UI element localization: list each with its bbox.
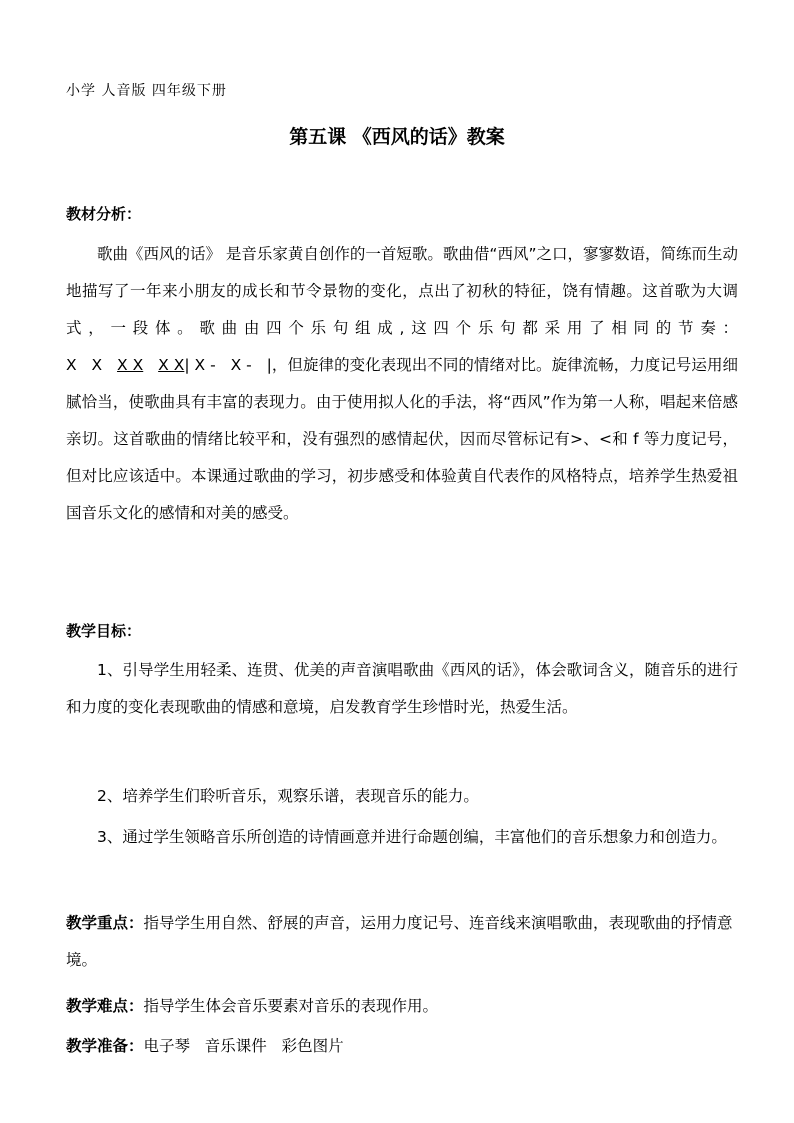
page-title: 第五课 《西风的话》教案 xyxy=(289,126,505,148)
analysis-text-a: 歌曲《西风的话》 是音乐家黄自创作的一首短歌。歌曲借“西风”之口，寥寥数语，简练而生动地描写了一年来小朋友的成长和节令景物的变化，点出了初秋的特征，饶有情趣。这首歌为大调式，一段体。歌曲由四个乐句组成,这四个乐句都采用了相同的节奏： xyxy=(66,245,738,337)
difficulties xyxy=(66,988,746,1025)
goal-item-3: 3、通过学生领略音乐所创造的诗情画意并进行命题创编，丰富他们的音乐想象力和创造力。 xyxy=(97,828,727,846)
preparation-label: 教学准备： xyxy=(66,1037,144,1055)
key-points-label: 教学重点： xyxy=(66,914,144,932)
goal-item-2: 2、培养学生们聆听音乐，观察乐谱，表现音乐的能力。 xyxy=(97,787,479,805)
difficulties-text: 指导学生体会音乐要素对音乐的表现作用。 xyxy=(143,997,439,1015)
preparation-text: 电子琴 音乐课件 彩色图片 xyxy=(143,1037,344,1055)
difficulties-label: 教学难点： xyxy=(66,997,144,1015)
analysis-text-b: ，但旋律的变化表现出不同的情绪对比。旋律流畅，力度记号运用细腻恰当，使歌曲具有丰富的表现力。由于使用拟人化的手法，将“西风”作为第一人称，唱起来倍感亲切。这首歌曲的情绪比较平和，没有强烈的感情起伏，因而尽管标记有>、<和 f 等力度记号，但对比应该适中。本课通过歌曲的学习，初步感受和体验黄自代表作的风格特点，培养学生热爱祖国音乐文化的感情和对美的感受。 xyxy=(66,356,738,522)
rhythm-part-3: | X - X - | xyxy=(184,356,272,374)
document-header: 小学 人音版 四年级下册 xyxy=(66,83,227,99)
preparation xyxy=(66,1028,746,1065)
key-points-text: 指导学生用自然、舒展的声音，运用力度记号、连音线来演唱歌曲，表现歌曲的抒情意境。 xyxy=(66,914,733,969)
analysis-paragraph xyxy=(66,236,738,532)
rhythm-underlined-1: X X xyxy=(117,356,144,374)
rhythm-underlined-2: X X xyxy=(158,356,185,374)
key-points xyxy=(66,905,746,979)
section-heading-goals: 教学目标： xyxy=(66,622,142,640)
rhythm-notation xyxy=(66,356,272,374)
rhythm-part-2 xyxy=(143,356,158,374)
rhythm-part-1: X X xyxy=(66,356,118,374)
goal-item-1: 1、引导学生用轻柔、连贯、优美的声音演唱歌曲《西风的话》，体会歌词含义，随音乐的进行和力度的变化表现歌曲的情感和意境，启发教育学生珍惜时光，热爱生活。 xyxy=(66,661,738,716)
section-heading-analysis: 教材分析： xyxy=(66,205,142,223)
